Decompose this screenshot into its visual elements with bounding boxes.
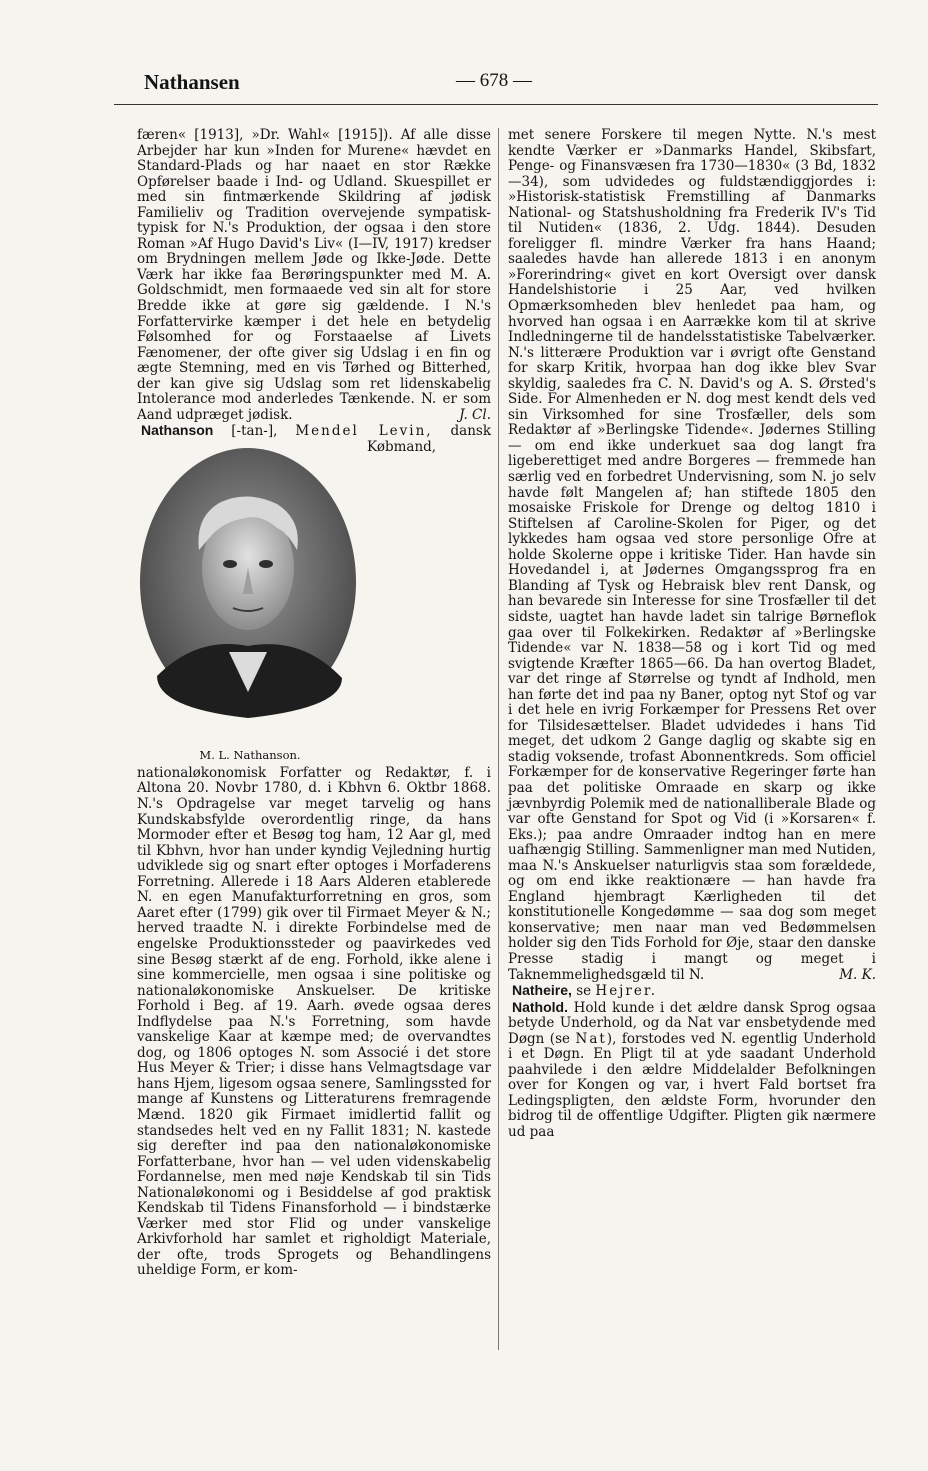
header-rule: [114, 104, 878, 105]
left-column: [137, 128, 491, 1279]
portrait-figure: [137, 446, 359, 764]
entry-headword-nathold: Nathold.: [512, 998, 568, 1015]
entry-headword-natheire: Natheire,: [512, 982, 572, 999]
nathanson-entry: [137, 423, 491, 1279]
nathold-text-cont: ), forstodes ved N. egentlig Underhold i et Døgn. En Pligt til at yde saadant Underhold paahvilede i den ældre Middelalder Befolkningen over for Kongen og var, i hvert Fald bortset fra Ledingspligten, den ældste Form, hvorunder den bidrog til de offentlige Udgifter. Pligten gik nærmere ud paa: [508, 1030, 876, 1140]
nathanson-entry-cont: [508, 128, 876, 983]
signature-mk: M. K.: [839, 966, 876, 983]
signature-jcl: J. Cl.: [459, 406, 491, 423]
column-divider: [498, 128, 499, 1350]
header-headword: Nathansen: [144, 70, 240, 94]
nathansen-entry-end: [137, 128, 491, 423]
natheire-crossref: Hejrer.: [595, 983, 658, 1000]
nathold-text: Hold kunde i det ældre dansk Sprog ogsaa betyde Underhold, og da Nat var ensbetydende med Døgn (se: [508, 999, 876, 1047]
page-number: — 678 —: [456, 70, 532, 91]
portrait-image: [137, 446, 359, 746]
entry-headword-nathanson: Nathanson: [141, 422, 214, 439]
portrait-caption: M. L. Nathanson.: [199, 748, 301, 763]
nathansen-text: færen« [1913], »Dr. Wahl« [1915]). Af alle disse Arbejder har kun »Inden for Murene« hævdet en Standard-Plads og har naaet en stor Række Opførelser baade i Ind- og Udland. Skuespillet er med sin fintmærkende Skildring af jødisk Familieliv og Tradition overvejende sympatisk-typisk for N.'s Produktion, der ogsaa i den store Roman »Af Hugo David's Liv« (I—IV, 1917) kredser om Brydningen mellem Jøde og Ikke-Jøde. Dette Værk har ikke faa Berøringspunkter med M. A. Goldschmidt, men formaaede ved sin alt for store Bredde ikke at gøre sig gældende. I N.'s Forfattervirke kæmper i det hele en betydelig Følsomhed for og Forstaaelse af Livets Fænomener, der ofte giver sig Udslag i en fin og ægte Stemning, med en vis Tørhed og Bitterhed, der kan give sig Udslag som ret lidenskabelig Intolerance mod anderledes Tænkende. N. er som Aand udpræget jødisk.: [137, 127, 491, 423]
page-header: [110, 70, 878, 98]
nathold-crossref: Nat: [575, 1030, 607, 1047]
entry-pronunciation: [-tan-],: [213, 423, 296, 440]
right-column: [508, 128, 876, 1141]
natheire-entry: [508, 983, 876, 1000]
nathold-entry: [508, 1000, 876, 1141]
nathanson-text-cont: met senere Forskere til megen Nytte. N.'s mest kendte Værker er »Danmarks Handel, Skibsfart, Penge- og Finansvæsen fra 1730—1830« (3 Bd, 1832—34), som udvidedes og fuldstændiggjordes i: »Historisk-statistisk Fremstilling af Danmarks National- og Statshusholdning fra Frederik IV's Tid til Nutiden« (1836, 2. Udg. 1844). Desuden foreligger fl. mindre Værker fra hans Haand; saaledes havde han allerede 1813 i en anonym »Forerindring« givet en kort Oversigt over dansk Handelshistorie i 25 Aar, ved hvilken Opmærksomheden blev henledet paa ham, og hvorved han ogsaa i en Aarrække kom til at skrive Indledningerne til de handelsstatistiske Tabelværker. N.'s litterære Produktion var i øvrigt ofte Genstand for skarp Kritik, hvorpaa han dog ikke blev Svar skyldig, saaledes fra C. N. David's og A. S. Ørsted's Side. For Almenheden er N. dog mest kendt dels ved sin Virksomhed for sine Trosfæller, dels som Redaktør af »Berlingske Tidende«. Jødernes Stilling — om end ikke underkuet saa dog langt fra ligeberettiget med andre Borgeres — fremmede han særlig ved en forbedret Undervisning, som N. jo selv havde følt Mangelen af; han stiftede 1805 den mosaiske Friskole for Drenge og deltog 1810 i Stiftelsen af Caroline-Skolen for Piger, og det lykkedes ham ogsaa ved store personlige Ofre at holde Skolerne oppe i kritiske Tider. Han havde sin Hovedandel i, at Jødernes Omgangssprog fra en Blanding af Tysk og Hebraisk blev rent Dansk, og han bevarede sin Interesse for sine Trosfæller til det sidste, uagtet han havde ladet sin talrige Børneflok gaa over til Folkekirken. Redaktør af »Berlingske Tidende« var N. 1838—58 og i kort Tid og med svigtende Kræfter 1865—66. Da han overtog Bladet, var det ringe af Størrelse og tyndt af Indhold, men han førte det ind paa ny Baner, optog nyt Stof og var i det hele en ivrig Forkæmper for Pressens Ret over for Tilsidesættelser. Bladet udvidedes i hans Tid meget, det udkom 2 Gange daglig og skabte sig en stadig voksende, trofast Abonnentkreds. Som officiel Forkæmper for de konservative Regeringer førte han paa det politiske Omraade en skarp og ikke jævnbyrdig Polemik med de nationalliberale Blade og var ofte Genstand for Spot og Vid (i »Korsaren« f. Eks.); paa andre Omraader indtog han en mere uafhængig Stilling. Sammenligner man med Nutiden, maa N.'s Anskuelser naturligvis staa som forældede, og om end ikke reaktionære — han havde fra England hjembragt Kærligheden til det konstitutionelle Kongedømme — saa dog som meget konservative; men naar man ved Bedømmelsen holder sig den Tids Forhold for Øje, staar den danske Presse stadig i mangt og meget i Taknemmelighedsgæld til N.: [508, 127, 876, 983]
entry-full-name: Mendel Levin,: [295, 423, 433, 440]
natheire-text: se: [571, 983, 596, 1000]
nathanson-text: dansk Købmand, nationaløkonomisk Forfatter og Redaktør, f. i Altona 20. Novbr 1780, d. i Kbhvn 6. Oktbr 1868. N.'s Opdragelse var meget tarvelig og hans Kundskabsfylde overordentlig ringe, da hans Mormoder efter et Besøg tog ham, 12 Aar gl, med til Kbhvn, hvor han under kyndig Vejledning hurtig udviklede sig og snart efter optoges i Morfaderens Forretning. Allerede i 18 Aars Alderen etablerede N. en egen Manufakturforretning en gros, som Aaret efter (1799) gik over til Firmaet Meyer & N.; herved traadte N. i direkte Forbindelse med de engelske Produktionssteder og paavirkedes ved sine Besøg stærkt af de eng. Forhold, ikke alene i sine kommercielle, men ogsaa i sine politiske og nationaløkonomiske Anskuelser. De kritiske Forhold i Beg. af 19. Aarh. øvede ogsaa deres Indflydelse paa N.'s Forretning, som havde vanskelige Kaar at kæmpe med; de overvandtes dog, og 1806 optoges N. som Associé i det store Hus Meyer & Trier; i disse hans Velmagtsdage var hans Hjem, ligesom ogsaa senere, Samlingssted for mange af Kunstens og Litteraturens fremragende Mænd. 1820 gik Firmaet imidlertid fallit og standsedes helt ved en ny Fallit 1831; N. kastede sig derefter ind paa den nationaløkonomiske Forfatterbane, hvor han — vel uden videnskabelig Fordannelse, men med nøje Kendskab til sin Tids Nationaløkonomi og i Besiddelse af god praktisk Kendskab til Tidens Finansforhold — i bindstærke Værker med stor Flid og under vanskelige Arkivforhold har samlet et righoldigt Materiale, der ofte, trods Sprogets og Behandlingens uheldige Form, er kom-: [137, 423, 491, 1279]
